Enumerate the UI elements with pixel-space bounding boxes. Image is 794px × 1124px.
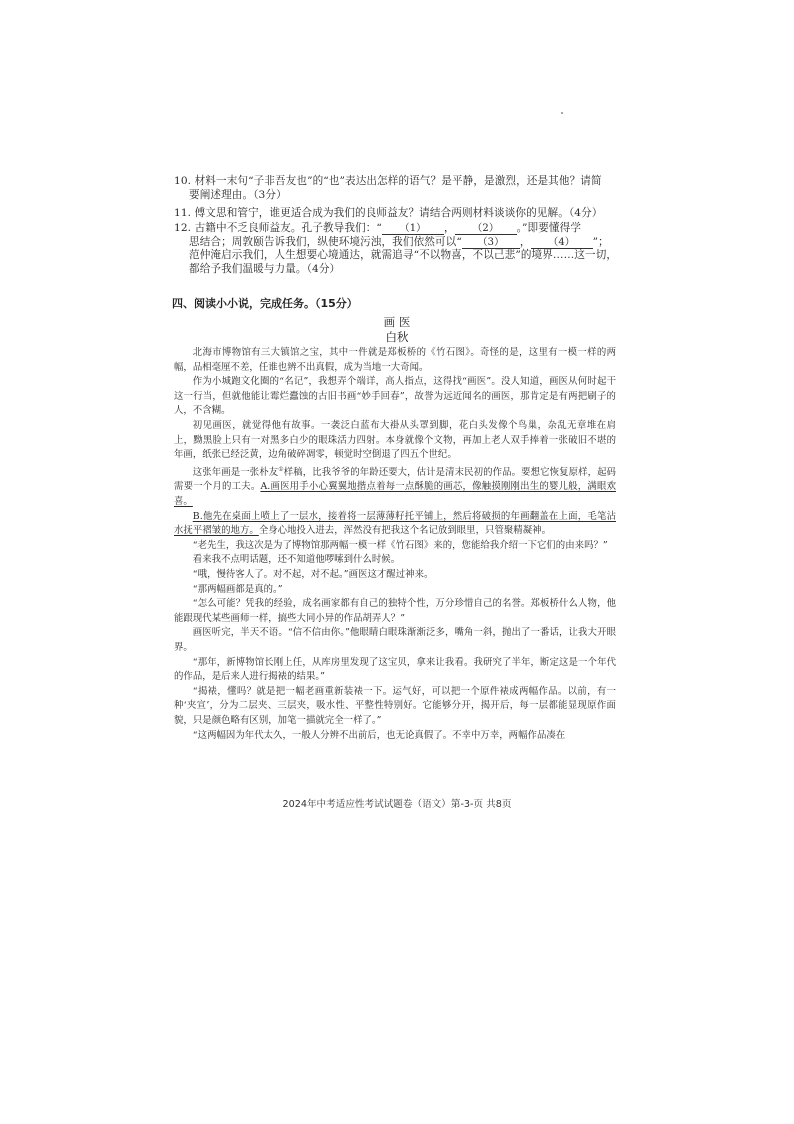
story-paragraph-7: 看来我不点明话题，还不知道他啰嗦到什么时候。 [192, 554, 401, 566]
story-paragraph-4-text-2: 样稿，比我爷爷的年龄还要大，估计是清末民初的作品。要想它恢复原样，起码需要一个月的工夫。 [174, 466, 616, 493]
question-12-line-4: 都给予我们温暖与力量。（4分） [189, 262, 341, 275]
story-paragraph-9: “那两幅画都是真的。” [192, 583, 283, 595]
answer-blank-4[interactable]: （4） [531, 237, 593, 249]
question-12-intro: 12. 古籍中不乏良师益友。孔子教导我们：“ [174, 222, 382, 234]
question-12-line-2-text: 思结合；周敦颐告诉我们，纵使环境污浊，我们依然可以“ [189, 235, 462, 248]
story-paragraph-6: “老先生，我这次是为了博物馆那两幅一模一样《竹石图》来的，您能给我介绍一下它们的由来吗？” [192, 539, 608, 551]
answer-blank-2[interactable]: （2） [455, 223, 517, 235]
question-10 [174, 175, 620, 202]
question-12 [174, 222, 620, 276]
question-10-line-1: 10. 材料一末句“子非吾友也”的“也”表达出怎样的语气？是平静，是激烈，还是其他？请简 [174, 175, 602, 187]
story-paragraph-1: 北海市博物馆有三大镇馆之宝，其中一件就是郑板桥的《竹石图》。奇怪的是，这里有一模一样的两幅，品相毫厘不差，任谁也辨不出真假，成为当地一大奇闻。 [174, 347, 616, 373]
question-11 [174, 207, 620, 221]
story-paragraph-4-text: 这张年画是一张朴友 [192, 466, 279, 478]
story-paragraph-5 [174, 510, 616, 539]
story-title: 画 医 [383, 315, 411, 329]
story-paragraph-12: “那年，新博物馆长刚上任，从库房里发现了这宝贝，拿来让我看。我研究了半年，断定这是一个年代的作品，是后来人进行揭裱的结果。” [174, 656, 616, 683]
question-10-line-2: 要阐述理由。（3分） [189, 188, 287, 201]
question-11-line-1: 11. 傅文思和管宁，谁更适合成为我们的良师益友？请结合两则材料谈谈你的见解。（4分） [174, 207, 603, 219]
story-paragraph-8: “哦，慢待客人了。对不起，对不起。”画医这才醒过神来。 [192, 569, 434, 581]
story-paragraph-14: “这两幅因为年代太久，一般人分辨不出前后，也无论真假了。不幸中万幸，两幅作品凑在 [192, 729, 566, 741]
story-paragraph-11: 画医听完，半天不语。“信不信由你。”他眼睛白眼珠渐渐泛多，嘴角一斜，抛出了一番话，让我大开眼界。 [174, 627, 616, 653]
footnote-marker: ① [278, 465, 284, 473]
scan-speck [561, 112, 563, 114]
question-12-line-2-end: ”； [592, 235, 609, 248]
question-12-separator-2: ， [519, 235, 531, 248]
story-author: 白秋 [385, 330, 409, 344]
story-body [174, 346, 616, 743]
question-12-line-2 [174, 236, 620, 250]
story-paragraph-3: 初见画医，就觉得他有故事。一袭泛白蓝布大褂从头罩到脚，花白头发像个鸟巢，杂乱无章堆在肩上，黝黑脸上只有一对黑多白少的眼珠活力四射。本身就像个文物，再加上老人双手捧着一张破旧不堪的年画，纸张已经泛黄，边角破碎凋零，顿觉时空倒退了四五个世纪。 [174, 419, 616, 461]
question-12-separator-1: ， [443, 222, 455, 234]
question-12-intro-end: 。”即要懂得学 [516, 222, 582, 234]
underlined-sentence-a: A.画医用手小心翼翼地揩点着每一点酥脆的画芯，像触摸刚刚出生的婴儿般，满眼欢喜。 [174, 481, 617, 508]
story-paragraph-13: “揭裱，懂吗？就是把一幅老画重新装裱一下。运气好，可以把一个原件裱成两幅作品。以前，有一种‘夹宣’，分为二层夹、三层夹，吸水性、平整性特别好。它能够分开，揭开后，每一层都能显现原作面貌，只是颜色略有区别，加笔一描就完全一样了。” [174, 685, 616, 726]
page-footer: 2024年中考适应性考试试题卷（语文）第-3-页 共8页 [282, 799, 512, 810]
answer-blank-3[interactable]: （3） [462, 237, 520, 249]
question-12-line-1 [174, 222, 620, 236]
story-paragraph-2: 作为小城跑文化圈的“名记”，我想弄个端详，高人指点，这得找“画医”。没人知道，画医从何时起干这一行当，但就他能让霉烂蠹蚀的古旧书画“妙手回春”，故誉为远近闻名的画医，那肯定是有两把刷子的人，不含糊。 [174, 376, 616, 417]
question-12-line-3: 范仲淹启示我们，人生想要心境通达，就需追寻“不以物喜，不以己悲”的境界……这一切， [189, 249, 618, 261]
answer-blank-1[interactable]: （1） [382, 223, 444, 235]
story-paragraph-10: “怎么可能？凭我的经验，成名画家都有自己的独特个性，万分珍惜自己的名誉。郑板桥什么人物，他能跟现代某些画师一样，搞些大同小异的作品胡弄人？” [174, 598, 616, 624]
underlined-sentence-b: B.他先在桌面上喷上了一层水，接着将一层薄薄籽托平铺上，然后将破损的年画翻盖在上面，毛笔沾水抚平褶皱的地方。 [174, 510, 616, 537]
section-heading: 四、阅读小小说，完成任务。（15分） [172, 297, 358, 310]
story-paragraph-4 [174, 463, 616, 510]
story-paragraph-5-text: 全身心地投入进去，浑然没有把我这个名记放到眼里，只管聚精凝神。 [258, 525, 552, 537]
